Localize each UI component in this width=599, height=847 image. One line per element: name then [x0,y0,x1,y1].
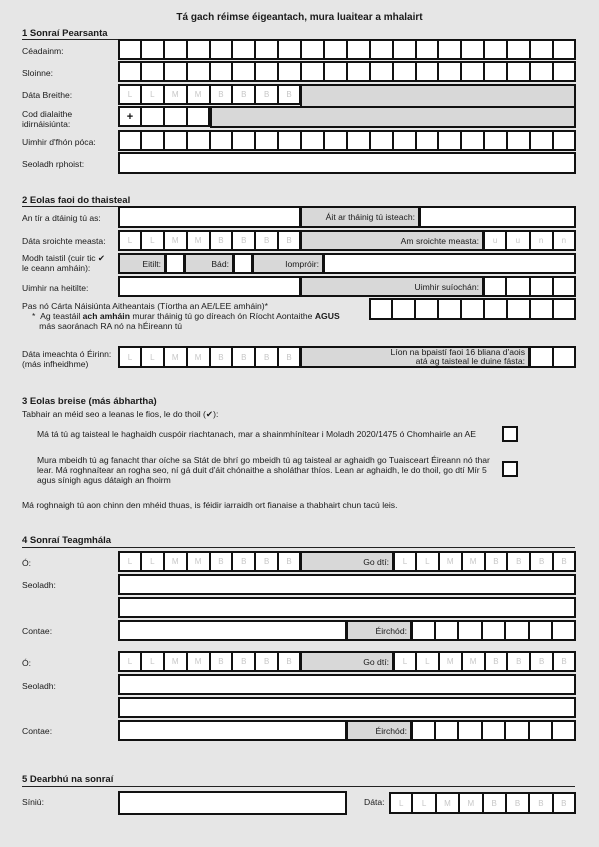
section-4-rule [22,547,575,548]
char-cell[interactable]: B [529,792,552,814]
from-date-field-2[interactable] [118,651,301,672]
to-date-field-1[interactable] [393,551,576,572]
signature-field[interactable] [118,791,347,815]
char-cell[interactable]: M [164,346,187,368]
char-cell[interactable] [435,620,459,641]
section-3-title: 3 Eolas breise (más ábhartha) [22,396,157,407]
char-cell[interactable]: B [553,651,576,672]
char-cell[interactable]: M [164,84,187,105]
char-cell[interactable]: L [141,651,164,672]
carrier-field[interactable] [323,253,576,274]
char-cell[interactable] [347,130,370,151]
children-label-box [300,346,530,368]
eircode-field-2[interactable] [411,720,576,741]
char-cell[interactable] [461,130,484,151]
children-field[interactable] [529,346,576,368]
cell[interactable] [187,106,210,127]
char-cell[interactable] [164,61,187,82]
char-cell[interactable] [458,620,482,641]
char-cell[interactable] [255,61,278,82]
arrival-time-label-box [300,230,484,251]
section-5-rule [22,786,575,787]
char-cell[interactable] [482,720,506,741]
char-cell[interactable] [164,39,187,60]
char-cell[interactable] [210,130,233,151]
first-name-field[interactable] [118,39,576,60]
children-label: Líon na bpaistí faoi 16 bliana d'aois atá ag taisteal le duine fásta: [390,347,525,366]
char-cell[interactable] [506,276,529,297]
char-cell[interactable] [370,39,393,60]
char-cell[interactable]: B [278,230,301,251]
char-cell[interactable] [347,61,370,82]
char-cell[interactable]: M [164,551,187,572]
char-cell[interactable] [411,720,435,741]
char-cell[interactable]: B [530,651,553,672]
char-cell[interactable]: L [416,651,439,672]
char-cell[interactable]: u [506,230,529,251]
char-cell[interactable]: u [483,230,506,251]
surname-label: Sloinne: [22,68,54,78]
char-cell[interactable]: B [210,230,233,251]
arrival-time-field[interactable] [483,230,576,251]
char-cell[interactable]: B [232,84,255,105]
char-cell[interactable] [483,276,506,297]
address-label-1: Seoladh: [22,580,56,590]
eircode-label-2: Éirchód: [375,725,407,736]
cell[interactable] [164,106,187,127]
char-cell[interactable] [530,298,553,320]
char-cell[interactable] [232,130,255,151]
sign-date-field[interactable] [389,792,576,814]
char-cell[interactable] [416,39,439,60]
char-cell[interactable]: B [210,651,233,672]
address-line-1a[interactable] [118,574,576,595]
note-text-c: murar tháinig tú go díreach ón Ríocht Aontaithe [129,311,315,321]
dob-label: Dáta Breithe: [22,90,73,100]
section-3-intro: Tabhair an méid seo a leanas le fios, le do thoil (✔): [22,409,219,419]
char-cell[interactable] [416,130,439,151]
to-label-1: Go dtí: [363,556,389,567]
char-cell[interactable] [141,61,164,82]
note-text-e: más saoránach RA nó na hÉireann tú [39,321,183,331]
char-cell[interactable]: B [210,84,233,105]
char-cell[interactable] [118,130,141,151]
char-cell[interactable] [552,720,576,741]
char-cell[interactable]: M [187,346,210,368]
char-cell[interactable] [393,61,416,82]
char-cell[interactable]: M [462,551,485,572]
char-cell[interactable] [507,61,530,82]
char-cell[interactable]: M [436,792,459,814]
char-cell[interactable] [484,61,507,82]
carrier-label: Iompróir: [285,258,319,269]
char-cell[interactable] [507,298,530,320]
char-cell[interactable] [411,620,435,641]
char-cell[interactable]: M [187,551,210,572]
section-2-title: 2 Eolas faoi do thaisteal [22,195,131,206]
option-no-overnight: Mura mbeidh tú ag fanacht thar oíche sa Stát de bhrí go mbeidh tú ag taisteal ar aghaidh go Tuaisceart Éireann nó thar lear. Má roghnaítear an rogha seo, ní gá duit d'áit chónaithe a sholáthar thíos. Lean ar aghaidh, le do thoil, go dtí Mír 5 agus sínigh agus dátaigh an fhoirm [37,455,490,485]
char-cell[interactable] [232,39,255,60]
char-cell[interactable] [530,130,553,151]
seat-label-box [300,276,484,297]
char-cell[interactable] [461,61,484,82]
char-cell[interactable]: B [232,346,255,368]
option-essential-purpose: Má tá tú ag taisteal le haghaidh cuspóir riachtanach, mar a shainmhínítear i Moladh 2020/1475 ó Chomhairle an AE [37,429,477,439]
email-field[interactable] [118,152,576,174]
char-cell[interactable]: B [530,551,553,572]
char-cell[interactable]: L [416,551,439,572]
char-cell[interactable] [393,130,416,151]
char-cell[interactable]: B [210,346,233,368]
char-cell[interactable] [187,130,210,151]
char-cell[interactable] [187,61,210,82]
char-cell[interactable]: B [255,230,278,251]
char-cell[interactable]: B [483,792,506,814]
char-cell[interactable]: B [232,651,255,672]
county-label-1: Contae: [22,626,53,636]
char-cell[interactable] [393,39,416,60]
char-cell[interactable]: B [506,792,529,814]
mobile-field[interactable] [118,130,576,151]
char-cell[interactable]: n [530,230,553,251]
char-cell[interactable]: M [187,230,210,251]
char-cell[interactable]: B [255,651,278,672]
char-cell[interactable] [370,130,393,151]
address-line-1b[interactable] [118,597,576,618]
seat-number-label: Uimhir suíochán: [414,281,479,292]
char-cell[interactable] [553,61,576,82]
char-cell[interactable]: M [164,230,187,251]
char-cell[interactable] [438,61,461,82]
unused-area-2 [210,106,576,128]
char-cell[interactable] [210,39,233,60]
address-line-2b[interactable] [118,697,576,718]
char-cell[interactable] [278,130,301,151]
char-cell[interactable] [461,298,484,320]
char-cell[interactable] [255,39,278,60]
char-cell[interactable] [141,130,164,151]
char-cell[interactable]: B [255,346,278,368]
char-cell[interactable]: B [278,551,301,572]
county-field-2[interactable] [118,720,347,741]
section-4-title: 4 Sonraí Teagmhála [22,535,112,546]
char-cell[interactable] [553,346,577,368]
char-cell[interactable]: L [118,84,141,105]
char-cell[interactable] [530,61,553,82]
char-cell[interactable] [438,39,461,60]
char-cell[interactable] [458,720,482,741]
passport-note [32,311,372,331]
char-cell[interactable] [529,620,553,641]
char-cell[interactable] [324,130,347,151]
char-cell[interactable] [301,39,324,60]
char-cell[interactable]: L [118,346,141,368]
departure-date-field[interactable] [118,346,301,368]
to-label-2: Go dtí: [363,656,389,667]
char-cell[interactable]: B [278,346,301,368]
signature-label: Síniú: [22,797,44,807]
char-cell[interactable]: M [439,651,462,672]
char-cell[interactable] [324,39,347,60]
char-cell[interactable]: L [118,230,141,251]
char-cell[interactable]: L [393,551,416,572]
from-date-field-1[interactable] [118,551,301,572]
passport-field[interactable] [369,298,576,320]
char-cell[interactable] [484,298,507,320]
char-cell[interactable] [553,39,576,60]
char-cell[interactable]: M [439,551,462,572]
section-5-title: 5 Dearbhú na sonraí [22,774,114,785]
char-cell[interactable] [118,61,141,82]
char-cell[interactable] [553,298,576,320]
entry-place-label: Áit ar tháinig tú isteach: [325,212,415,222]
plus-sign: + [118,106,141,127]
char-cell[interactable]: L [412,792,435,814]
char-cell[interactable] [210,61,233,82]
char-cell[interactable] [484,39,507,60]
char-cell[interactable]: M [187,651,210,672]
char-cell[interactable]: M [187,84,210,105]
char-cell[interactable] [392,298,415,320]
no-overnight-checkbox[interactable] [502,461,518,477]
departure-label: Dáta imeachta ó Éirinn: (más infheidhme) [22,349,112,369]
char-cell[interactable]: B [255,551,278,572]
char-cell[interactable]: B [485,551,508,572]
char-cell[interactable]: B [553,551,576,572]
char-cell[interactable] [505,720,529,741]
surname-field[interactable] [118,61,576,82]
note-text-a: Ag teastáil [40,311,83,321]
char-cell[interactable]: B [232,230,255,251]
address-label-2: Seoladh: [22,681,56,691]
char-cell[interactable]: L [389,792,412,814]
char-cell[interactable]: L [141,551,164,572]
to-date-field-2[interactable] [393,651,576,672]
flight-label-box [118,253,166,274]
dial-code-field[interactable] [118,106,210,127]
cell[interactable] [141,106,164,127]
char-cell[interactable]: B [485,651,508,672]
char-cell[interactable] [482,620,506,641]
char-cell[interactable]: M [459,792,482,814]
boat-label-box [184,253,234,274]
char-cell[interactable] [416,61,439,82]
char-cell[interactable]: M [164,651,187,672]
char-cell[interactable] [118,39,141,60]
char-cell[interactable]: B [507,551,530,572]
carrier-label-box [252,253,324,274]
seat-number-field[interactable] [483,276,576,297]
char-cell[interactable] [347,39,370,60]
char-cell[interactable] [438,298,461,320]
char-cell[interactable] [553,276,576,297]
eircode-field-1[interactable] [411,620,576,641]
char-cell[interactable]: n [553,230,576,251]
county-field-1[interactable] [118,620,347,641]
to-label-box-2 [300,651,394,672]
char-cell[interactable] [553,130,576,151]
char-cell[interactable] [324,61,347,82]
char-cell[interactable]: B [278,84,301,105]
boat-label: Bád: [211,258,229,269]
char-cell[interactable] [435,720,459,741]
from-label-2: Ó: [22,658,32,668]
eircode-label-box-2 [346,720,412,741]
form-heading: Tá gach réimse éigeantach, mura luaitear a mhalairt [176,12,423,23]
char-cell[interactable] [301,130,324,151]
char-cell[interactable] [415,298,438,320]
char-cell[interactable] [529,720,553,741]
char-cell[interactable]: B [232,551,255,572]
section-3-footer: Má roghnaigh tú aon chinn den mhéid thuas, is féidir iarraidh ort fianaise a thabhairt chun tacú leis. [22,500,398,510]
char-cell[interactable]: L [141,230,164,251]
char-cell[interactable] [461,39,484,60]
essential-purpose-checkbox[interactable] [502,426,518,442]
flight-label: Eitilt: [142,258,161,269]
dial-code-label: Cod dialaithe idirnáisiúnta: [22,109,73,129]
char-cell[interactable]: L [118,651,141,672]
passport-label: Pas nó Cárta Náisiúnta Aitheantais (Tíortha an AE/LEE amháin)* [22,301,269,311]
email-label: Seoladh rphoist: [22,159,85,169]
travel-mode-label: Modh taistil (cuir tic ✔ le ceann amháin): [22,253,106,273]
country-label: An tír a dtáinig tú as: [22,213,101,223]
char-cell[interactable] [255,130,278,151]
char-cell[interactable] [232,61,255,82]
char-cell[interactable] [529,346,553,368]
char-cell[interactable] [141,39,164,60]
mobile-label: Uimhir d'fhón póca: [22,137,96,147]
sign-date-label: Dáta: [364,797,385,807]
char-cell[interactable] [278,61,301,82]
entry-place-label-box [300,206,420,228]
country-field[interactable] [118,206,301,228]
char-cell[interactable]: B [507,651,530,672]
char-cell[interactable] [530,276,553,297]
entry-place-field[interactable] [419,206,576,228]
char-cell[interactable]: B [553,792,576,814]
section-1-title: 1 Sonraí Pearsanta [22,28,108,39]
char-cell[interactable] [438,130,461,151]
note-text-b: ach amháin [82,311,130,321]
char-cell[interactable]: M [462,651,485,672]
char-cell[interactable]: B [278,651,301,672]
county-label-2: Contae: [22,726,53,736]
address-line-2a[interactable] [118,674,576,695]
char-cell[interactable] [164,130,187,151]
eircode-label-box-1 [346,620,412,641]
note-text-d: AGUS [314,311,340,321]
arrival-date-field[interactable] [118,230,301,251]
arrival-time-label: Am sroichte measta: [400,235,479,246]
char-cell[interactable] [484,130,507,151]
flight-number-field[interactable] [118,276,301,297]
char-cell[interactable] [530,39,553,60]
char-cell[interactable]: B [210,551,233,572]
char-cell[interactable] [301,61,324,82]
char-cell[interactable] [505,620,529,641]
note-star: * [32,311,36,321]
from-label-1: Ó: [22,558,32,568]
char-cell[interactable]: L [118,551,141,572]
char-cell[interactable] [370,61,393,82]
char-cell[interactable] [507,39,530,60]
char-cell[interactable]: B [255,84,278,105]
to-label-box-1 [300,551,394,572]
char-cell[interactable] [507,130,530,151]
char-cell[interactable] [369,298,392,320]
arrival-date-label: Dáta sroichte measta: [22,236,106,246]
first-name-label: Céadainm: [22,46,64,56]
char-cell[interactable] [278,39,301,60]
char-cell[interactable]: L [141,346,164,368]
flight-number-label: Uimhir na heitilte: [22,283,89,293]
char-cell[interactable] [187,39,210,60]
eircode-label-1: Éirchód: [375,625,407,636]
char-cell[interactable]: L [393,651,416,672]
dob-field[interactable] [118,84,301,105]
flight-checkbox[interactable] [165,253,185,274]
boat-checkbox[interactable] [233,253,253,274]
char-cell[interactable] [552,620,576,641]
char-cell[interactable]: L [141,84,164,105]
